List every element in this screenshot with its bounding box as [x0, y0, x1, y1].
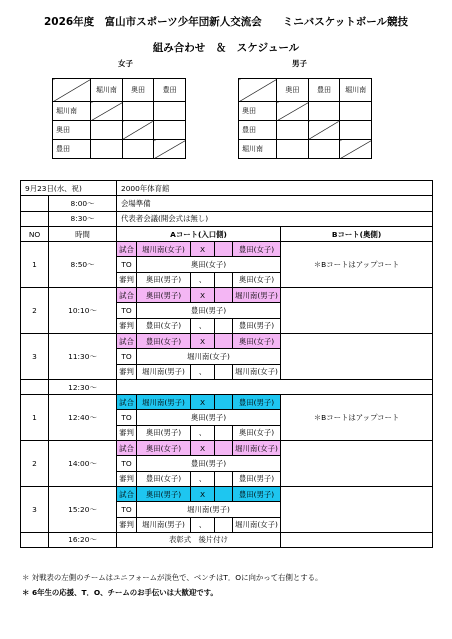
vs-mark: X — [191, 242, 215, 257]
vs-mark: X — [191, 333, 215, 348]
referee-1: 奥田(男子) — [137, 272, 191, 287]
blank-cell — [21, 196, 49, 211]
rr-cell-self — [154, 140, 186, 159]
spacer-cell — [215, 486, 233, 501]
header-a-court: Aコート(入口側) — [117, 226, 281, 241]
rr-cell — [154, 121, 186, 140]
sep-mark: 、 — [191, 364, 215, 379]
to-label: TO — [117, 257, 137, 272]
rr-row-header: 豊田 — [53, 140, 91, 159]
header-time: 時間 — [49, 226, 117, 241]
game-row — [21, 242, 433, 257]
home-team: 堀川南(男子) — [137, 395, 191, 410]
closing-row — [21, 532, 433, 547]
rr-cell — [91, 121, 123, 140]
rr-corner — [53, 79, 91, 102]
blank-cell — [21, 211, 49, 226]
ref-label: 審判 — [117, 471, 137, 486]
referee-2: 奥田(女子) — [233, 425, 281, 440]
referee-2: 豊田(男子) — [233, 318, 281, 333]
note-welcome: ＊ 6年生の応援、T．O、チームのお手伝いは大歓迎です。 — [22, 588, 218, 597]
to-team: 豊田(男子) — [137, 456, 281, 471]
rr-row-header: 堀川南 — [239, 140, 277, 159]
schedule-date-row — [21, 181, 433, 196]
rr-cell-self — [308, 121, 340, 140]
rr-row-header: 奥田 — [53, 121, 91, 140]
game-row — [21, 441, 433, 456]
schedule-pre-row — [21, 211, 433, 226]
match-no: 2 — [21, 441, 49, 487]
rr-cell-self — [340, 140, 372, 159]
game-row — [21, 288, 433, 303]
rr-col-header: 豊田 — [308, 79, 340, 102]
to-label: TO — [117, 456, 137, 471]
rr-row-header: 豊田 — [239, 121, 277, 140]
to-label: TO — [117, 502, 137, 517]
rr-col-header: 奥田 — [122, 79, 154, 102]
referee-2: 堀川南(女子) — [233, 517, 281, 532]
schedule-pre-row — [21, 196, 433, 211]
spacer-cell — [215, 272, 233, 287]
referee-1: 豊田(女子) — [137, 471, 191, 486]
to-label: TO — [117, 303, 137, 318]
header-no: NO — [21, 226, 49, 241]
closing-text: 表彰式 後片付け — [117, 532, 281, 547]
spacer-cell — [215, 471, 233, 486]
blank-cell — [21, 379, 49, 394]
rr-cell — [340, 102, 372, 121]
referee-1: 堀川南(男子) — [137, 364, 191, 379]
home-team: 堀川南(女子) — [137, 242, 191, 257]
boys-label: 男子 — [292, 59, 307, 68]
sep-mark: 、 — [191, 272, 215, 287]
ref-label: 審判 — [117, 425, 137, 440]
match-time: 14:00～ — [49, 441, 117, 487]
vs-mark: X — [191, 486, 215, 501]
away-team: 豊田(男子) — [233, 486, 281, 501]
home-team: 奥田(男子) — [137, 486, 191, 501]
girls-label: 女子 — [118, 59, 133, 68]
game-label: 試合 — [117, 486, 137, 501]
schedule-table — [20, 180, 433, 548]
match-time: 12:40～ — [49, 395, 117, 441]
header-b-court: Bコート(奥側) — [281, 226, 433, 241]
to-team: 奥田(男子) — [137, 410, 281, 425]
rr-col-header: 堀川南 — [340, 79, 372, 102]
match-no: 1 — [21, 242, 49, 288]
rr-col-header: 豊田 — [154, 79, 186, 102]
rr-cell-self — [122, 121, 154, 140]
blank-cell — [281, 532, 433, 547]
ref-label: 審判 — [117, 272, 137, 287]
sep-mark: 、 — [191, 517, 215, 532]
pre-time: 8:00～ — [49, 196, 117, 211]
rr-col-header: 奥田 — [277, 79, 309, 102]
rr-col-header: 堀川南 — [91, 79, 123, 102]
rr-cell — [277, 140, 309, 159]
pre-time: 8:30～ — [49, 211, 117, 226]
game-label: 試合 — [117, 395, 137, 410]
game-row — [21, 333, 433, 348]
spacer-cell — [215, 425, 233, 440]
ref-label: 審判 — [117, 364, 137, 379]
event-date: 9月23日(水、祝) — [21, 181, 117, 196]
referee-1: 堀川南(男子) — [137, 517, 191, 532]
away-team: 堀川南(女子) — [233, 441, 281, 456]
rr-corner — [239, 79, 277, 102]
rr-cell-self — [91, 102, 123, 121]
pre-text: 会場準備 — [117, 196, 433, 211]
rr-row-header: 奥田 — [239, 102, 277, 121]
referee-2: 豊田(男子) — [233, 471, 281, 486]
rr-cell — [308, 140, 340, 159]
page-title: 2026年度 富山市スポーツ少年団新人交流会 ミニバスケットボール競技 — [43, 16, 409, 28]
match-time: 11:30～ — [49, 333, 117, 379]
away-team: 奥田(女子) — [233, 333, 281, 348]
vs-mark: X — [191, 288, 215, 303]
game-row — [21, 486, 433, 501]
spacer-cell — [215, 333, 233, 348]
match-time: 10:10～ — [49, 288, 117, 334]
spacer-cell — [215, 318, 233, 333]
home-team: 豊田(女子) — [137, 333, 191, 348]
b-court-note — [281, 288, 433, 334]
to-team: 堀川南(男子) — [137, 502, 281, 517]
note-uniform: ＊ 対戦表の左側のチームはユニフォームが淡色で、ベンチはT．Oに向かって右側とする。 — [22, 573, 323, 582]
match-no: 1 — [21, 395, 49, 441]
match-no: 3 — [21, 333, 49, 379]
vs-mark: X — [191, 441, 215, 456]
to-label: TO — [117, 349, 137, 364]
game-label: 試合 — [117, 441, 137, 456]
game-label: 試合 — [117, 333, 137, 348]
rr-cell — [308, 102, 340, 121]
spacer-cell — [215, 288, 233, 303]
schedule-header-row — [21, 226, 433, 241]
break-row — [21, 379, 433, 394]
away-team: 豊田(男子) — [233, 395, 281, 410]
match-no: 2 — [21, 288, 49, 334]
event-venue: 2000年体育館 — [117, 181, 433, 196]
blank-cell — [117, 379, 433, 394]
match-no: 3 — [21, 486, 49, 532]
home-team: 奥田(女子) — [137, 441, 191, 456]
b-court-note — [281, 486, 433, 532]
pre-text: 代表者会議(開会式は無し) — [117, 211, 433, 226]
match-time: 8:50～ — [49, 242, 117, 288]
referee-2: 堀川南(女子) — [233, 364, 281, 379]
girls-round-robin — [52, 78, 186, 159]
spacer-cell — [215, 395, 233, 410]
vs-mark: X — [191, 395, 215, 410]
ref-label: 審判 — [117, 318, 137, 333]
rr-row-header: 堀川南 — [53, 102, 91, 121]
closing-time: 16:20～ — [49, 532, 117, 547]
rr-cell — [91, 140, 123, 159]
to-team: 堀川南(女子) — [137, 349, 281, 364]
b-court-note: ＊Bコートはアップコート — [281, 395, 433, 441]
rr-cell-self — [277, 102, 309, 121]
game-label: 試合 — [117, 242, 137, 257]
sep-mark: 、 — [191, 471, 215, 486]
blank-cell — [21, 532, 49, 547]
away-team: 堀川南(男子) — [233, 288, 281, 303]
sep-mark: 、 — [191, 318, 215, 333]
rr-cell — [122, 140, 154, 159]
rr-cell — [340, 121, 372, 140]
referee-1: 奥田(男子) — [137, 425, 191, 440]
rr-cell — [154, 102, 186, 121]
to-label: TO — [117, 410, 137, 425]
b-court-note: ＊Bコートはアップコート — [281, 242, 433, 288]
spacer-cell — [215, 364, 233, 379]
boys-round-robin — [238, 78, 372, 159]
referee-1: 豊田(女子) — [137, 318, 191, 333]
sep-mark: 、 — [191, 425, 215, 440]
spacer-cell — [215, 441, 233, 456]
rr-cell — [122, 102, 154, 121]
home-team: 奥田(男子) — [137, 288, 191, 303]
game-row — [21, 395, 433, 410]
page-subtitle: 組み合わせ ＆ スケジュール — [152, 42, 300, 54]
b-court-note — [281, 333, 433, 379]
rr-cell — [277, 121, 309, 140]
ref-label: 審判 — [117, 517, 137, 532]
break-time: 12:30～ — [49, 379, 117, 394]
away-team: 豊田(女子) — [233, 242, 281, 257]
referee-2: 奥田(女子) — [233, 272, 281, 287]
match-time: 15:20～ — [49, 486, 117, 532]
b-court-note — [281, 441, 433, 487]
to-team: 奥田(女子) — [137, 257, 281, 272]
spacer-cell — [215, 242, 233, 257]
to-team: 豊田(男子) — [137, 303, 281, 318]
game-label: 試合 — [117, 288, 137, 303]
spacer-cell — [215, 517, 233, 532]
